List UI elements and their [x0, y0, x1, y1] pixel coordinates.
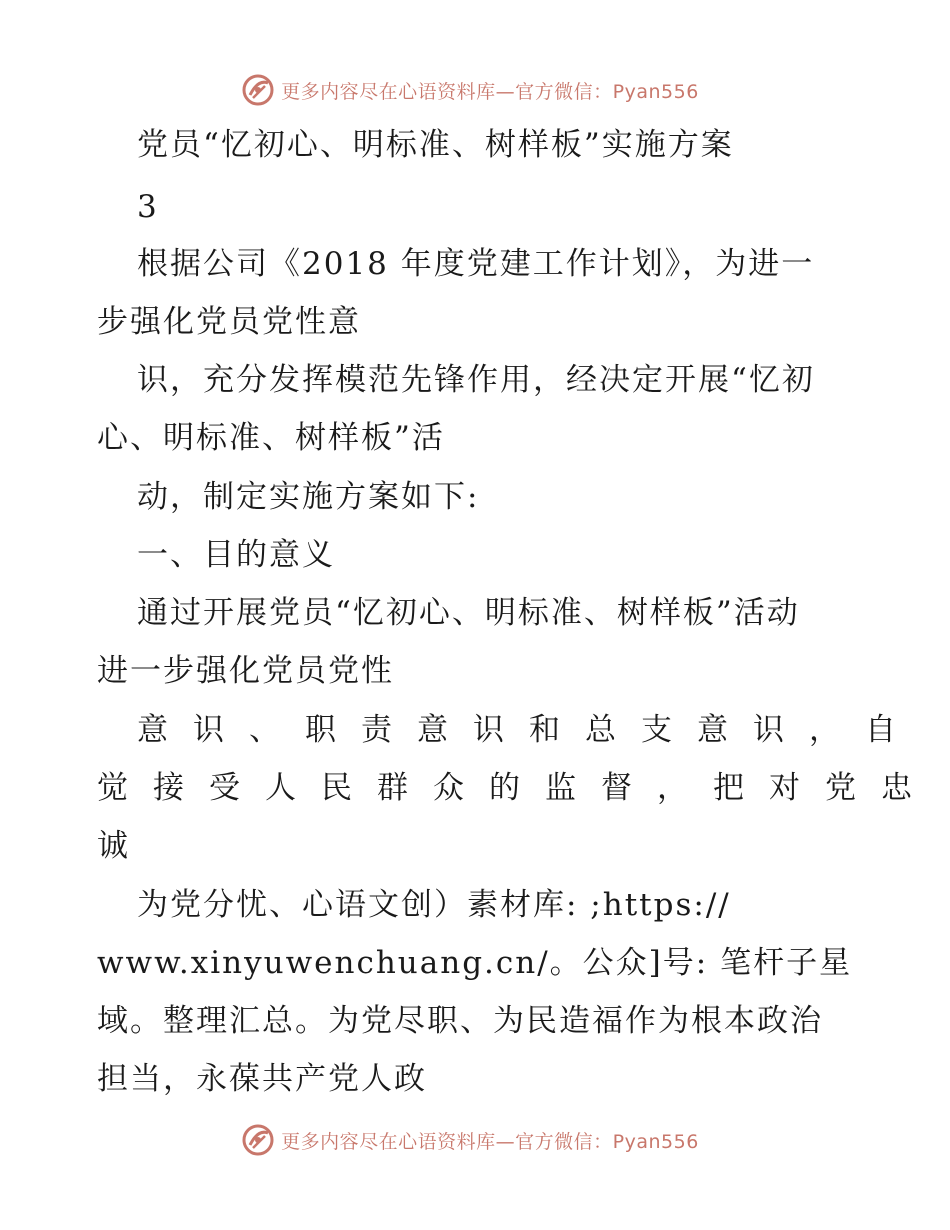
banner-wechat-text: 官方微信：Pyan556	[515, 1130, 699, 1153]
header-banner	[0, 70, 950, 110]
brand-logo-icon	[241, 1123, 275, 1157]
banner-text	[281, 1127, 699, 1154]
footer-banner-inner	[241, 1123, 699, 1157]
header-banner-inner	[241, 73, 699, 107]
banner-main-text: 更多内容尽在心语资料库	[281, 1130, 496, 1153]
banner-text	[281, 77, 699, 104]
document-line: 诚	[97, 828, 130, 864]
footer-banner	[0, 1120, 950, 1160]
document-line: 为党分忧、心语文创）素材库: ;https://	[137, 887, 731, 923]
document-line: www.xinyuwenchuang.cn/。公众]号: 笔杆子星	[97, 945, 853, 981]
document-line: 觉接受人民群众的监督，把对党忠	[97, 770, 937, 806]
brand-logo-icon	[241, 73, 275, 107]
document-title: 党员“忆初心、明标准、树样板”实施方案	[137, 127, 734, 163]
document-line: 步强化党员党性意	[97, 304, 361, 340]
document-line: 心、明标准、树样板”活	[97, 420, 445, 456]
banner-main-text: 更多内容尽在心语资料库	[281, 80, 496, 103]
banner-separator: —	[495, 80, 516, 103]
document-line: 域。整理汇总。为党尽职、为民造福作为根本政治	[97, 1003, 823, 1039]
document-line: 意识、职责意识和总支意识，自	[137, 712, 921, 748]
banner-wechat-text: 官方微信：Pyan556	[515, 80, 699, 103]
document-line: 担当，永葆共产党人政	[97, 1061, 427, 1097]
document-line: 进一步强化党员党性	[97, 653, 394, 689]
document-line: 识，充分发挥模范先锋作用，经决定开展“忆初	[137, 362, 815, 398]
banner-separator: —	[495, 1130, 516, 1153]
document-line: 根据公司《2018 年度党建工作计划》，为进一	[137, 246, 815, 282]
document-line: 动，制定实施方案如下:	[137, 479, 480, 515]
document-line: 3	[137, 189, 159, 225]
section-heading: 一、目的意义	[137, 537, 335, 573]
document-line: 通过开展党员“忆初心、明标准、树样板”活动	[137, 595, 800, 631]
